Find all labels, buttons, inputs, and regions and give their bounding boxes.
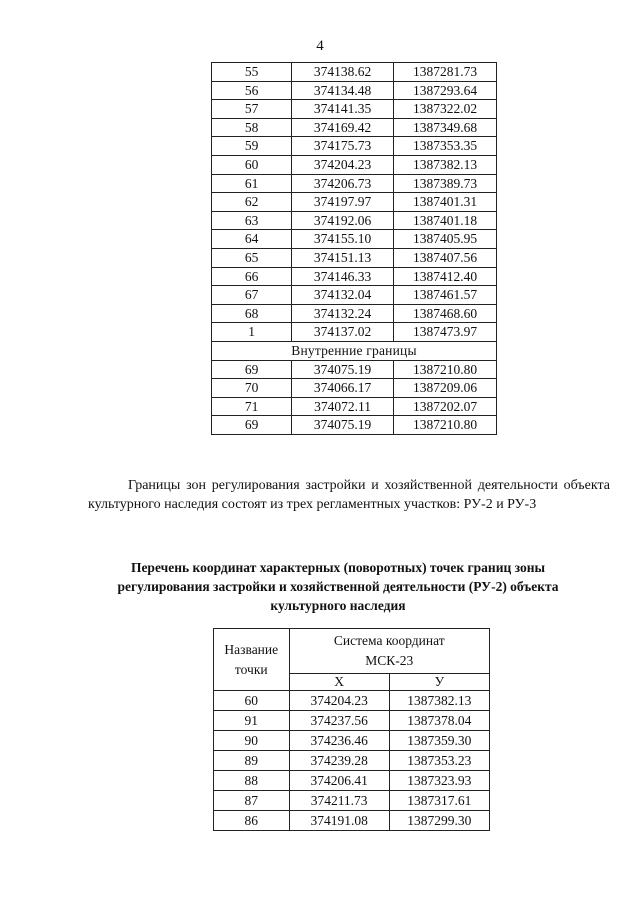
- x-coordinate-cell: 374191.08: [289, 811, 389, 831]
- page-number: 4: [316, 38, 324, 54]
- point-number-cell: 55: [212, 63, 292, 82]
- point-name-header: [214, 629, 290, 691]
- y-coordinate-cell: 1387322.02: [394, 100, 497, 119]
- x-coordinate-cell: 374137.02: [292, 323, 394, 342]
- table-row: [212, 100, 497, 119]
- point-number-cell: 62: [212, 193, 292, 212]
- point-number-cell: 61: [212, 174, 292, 193]
- y-coordinate-cell: 1387401.18: [394, 211, 497, 230]
- x-coordinate-cell: 374206.41: [289, 771, 389, 791]
- inner-boundaries-label: Внутренние границы: [212, 341, 497, 360]
- y-coordinate-cell: 1387281.73: [394, 63, 497, 82]
- point-number-cell: 63: [212, 211, 292, 230]
- coordinate-system-title: Система координат: [333, 633, 445, 648]
- point-number-cell: 65: [212, 248, 292, 267]
- point-number-cell: 1: [212, 323, 292, 342]
- table-row: [214, 731, 490, 751]
- table-row: [214, 791, 490, 811]
- coordinate-system-header: [289, 629, 489, 674]
- x-coordinate-cell: 374204.23: [292, 155, 394, 174]
- x-coordinate-cell: 374151.13: [292, 248, 394, 267]
- x-coordinate-cell: 374132.24: [292, 304, 394, 323]
- outer-boundary-rows: [212, 63, 497, 342]
- x-coordinate-cell: 374197.97: [292, 193, 394, 212]
- table-row: [212, 267, 497, 286]
- x-coordinate-cell: 374204.23: [289, 691, 389, 711]
- point-number-cell: 89: [214, 751, 290, 771]
- x-coordinate-cell: 374169.42: [292, 118, 394, 137]
- table-row: [212, 360, 497, 379]
- point-number-cell: 87: [214, 791, 290, 811]
- y-coordinate-cell: 1387382.13: [394, 155, 497, 174]
- zones-paragraph: Границы зон регулирования застройки и хозяйственной деятельности объекта культурного наследия состоят из трех регламентных участков: РУ-2 и РУ-3: [88, 478, 610, 512]
- table-row: [212, 304, 497, 323]
- x-coordinate-cell: 374066.17: [292, 379, 394, 398]
- y-coordinate-cell: 1387349.68: [394, 118, 497, 137]
- point-number-cell: 90: [214, 731, 290, 751]
- table-row: [212, 230, 497, 249]
- x-coordinate-cell: 374132.04: [292, 286, 394, 305]
- x-coordinate-cell: 374155.10: [292, 230, 394, 249]
- point-number-cell: 60: [212, 155, 292, 174]
- point-number-cell: 67: [212, 286, 292, 305]
- point-number-cell: 68: [212, 304, 292, 323]
- x-coordinate-cell: 374211.73: [289, 791, 389, 811]
- table-row: [212, 211, 497, 230]
- point-number-cell: 64: [212, 230, 292, 249]
- point-number-cell: 66: [212, 267, 292, 286]
- table-row: [212, 118, 497, 137]
- y-coordinate-cell: 1387468.60: [394, 304, 497, 323]
- table-row: [212, 137, 497, 156]
- y-coordinate-cell: 1387412.40: [394, 267, 497, 286]
- y-coordinate-cell: 1387210.80: [394, 416, 497, 435]
- table-row: [212, 193, 497, 212]
- y-coordinate-cell: 1387323.93: [389, 771, 489, 791]
- point-name-header-text: Название точки: [224, 641, 279, 677]
- point-number-cell: 57: [212, 100, 292, 119]
- table-row: [214, 691, 490, 711]
- table-row: [212, 286, 497, 305]
- point-number-cell: 91: [214, 711, 290, 731]
- ru2-rows: [214, 691, 490, 831]
- x-column-header: X: [289, 674, 389, 691]
- y-coordinate-cell: 1387317.61: [389, 791, 489, 811]
- y-coordinate-cell: 1387401.31: [394, 193, 497, 212]
- ru2-table-header: [214, 629, 490, 691]
- x-coordinate-cell: 374075.19: [292, 360, 394, 379]
- table-row: [212, 416, 497, 435]
- table-row: [212, 323, 497, 342]
- x-coordinate-cell: 374134.48: [292, 81, 394, 100]
- y-coordinate-cell: 1387293.64: [394, 81, 497, 100]
- table-row: [212, 379, 497, 398]
- table-row: [212, 174, 497, 193]
- x-coordinate-cell: 374072.11: [292, 397, 394, 416]
- y-coordinate-cell: 1387378.04: [389, 711, 489, 731]
- x-coordinate-cell: 374141.35: [292, 100, 394, 119]
- y-coordinate-cell: 1387405.95: [394, 230, 497, 249]
- y-coordinate-cell: 1387407.56: [394, 248, 497, 267]
- y-coordinate-cell: 1387299.30: [389, 811, 489, 831]
- point-number-cell: 56: [212, 81, 292, 100]
- table-row: [214, 811, 490, 831]
- y-coordinate-cell: 1387210.80: [394, 360, 497, 379]
- table-row: [212, 63, 497, 82]
- x-coordinate-cell: 374236.46: [289, 731, 389, 751]
- header-row: [214, 629, 490, 674]
- point-number-cell: 88: [214, 771, 290, 791]
- x-coordinate-cell: 374075.19: [292, 416, 394, 435]
- table-row: [212, 81, 497, 100]
- point-number-cell: 59: [212, 137, 292, 156]
- table-row: [214, 711, 490, 731]
- x-coordinate-cell: 374237.56: [289, 711, 389, 731]
- table-row: [214, 751, 490, 771]
- x-coordinate-cell: 374146.33: [292, 267, 394, 286]
- x-coordinate-cell: 374175.73: [292, 137, 394, 156]
- point-number-cell: 86: [214, 811, 290, 831]
- point-number-cell: 69: [212, 416, 292, 435]
- inner-boundary-section: [212, 341, 497, 360]
- ru2-coordinates-table: [213, 628, 490, 831]
- y-coordinate-cell: 1387461.57: [394, 286, 497, 305]
- table-row: [214, 771, 490, 791]
- point-number-cell: 58: [212, 118, 292, 137]
- x-coordinate-cell: 374239.28: [289, 751, 389, 771]
- table-row: [212, 155, 497, 174]
- y-column-header: У: [389, 674, 489, 691]
- coordinates-table-continued: [211, 62, 497, 435]
- point-number-cell: 60: [214, 691, 290, 711]
- y-coordinate-cell: 1387209.06: [394, 379, 497, 398]
- y-coordinate-cell: 1387359.30: [389, 731, 489, 751]
- inner-boundary-rows: [212, 360, 497, 434]
- y-coordinate-cell: 1387389.73: [394, 174, 497, 193]
- section-row: [212, 341, 497, 360]
- y-coordinate-cell: 1387353.23: [389, 751, 489, 771]
- table-row: [212, 248, 497, 267]
- ru2-table-heading: Перечень координат характерных (поворотных) точек границ зоны регулирования застройки и хозяйственной деятельности (РУ-2) объекта культурного наследия: [117, 560, 559, 613]
- x-coordinate-cell: 374138.62: [292, 63, 394, 82]
- y-coordinate-cell: 1387353.35: [394, 137, 497, 156]
- y-coordinate-cell: 1387473.97: [394, 323, 497, 342]
- point-number-cell: 71: [212, 397, 292, 416]
- x-coordinate-cell: 374192.06: [292, 211, 394, 230]
- x-coordinate-cell: 374206.73: [292, 174, 394, 193]
- point-number-cell: 70: [212, 379, 292, 398]
- coordinate-system-code: МСК-23: [365, 653, 414, 668]
- table-row: [212, 397, 497, 416]
- y-coordinate-cell: 1387382.13: [389, 691, 489, 711]
- y-coordinate-cell: 1387202.07: [394, 397, 497, 416]
- point-number-cell: 69: [212, 360, 292, 379]
